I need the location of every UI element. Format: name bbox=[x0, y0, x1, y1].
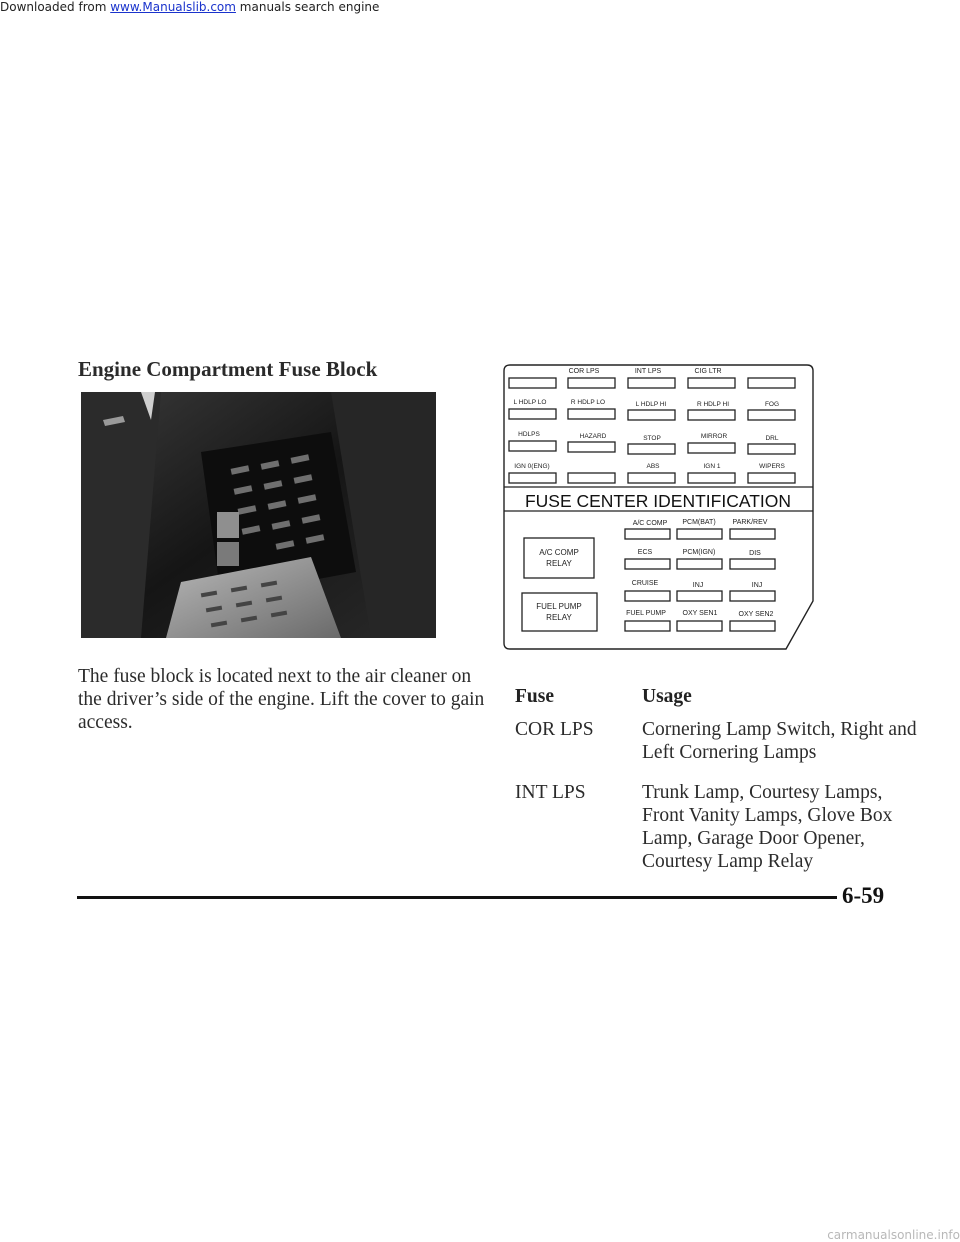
fuse-slot bbox=[628, 473, 675, 483]
fuse-label: PARK/REV bbox=[732, 519, 768, 526]
fuse-slot bbox=[625, 591, 670, 601]
fuse-label: IGN 0(ENG) bbox=[514, 463, 550, 470]
fuse-slot bbox=[748, 410, 795, 420]
usage-column-header: Usage bbox=[642, 686, 692, 707]
fuse-slot bbox=[677, 621, 722, 631]
fuse-slot bbox=[748, 444, 795, 454]
fuse-label: FOG bbox=[764, 401, 780, 408]
fuse-slot bbox=[688, 410, 735, 420]
fuse-label: ABS bbox=[646, 463, 660, 470]
manualslib-link[interactable]: www.Manualslib.com bbox=[110, 0, 236, 14]
fuse-slot bbox=[730, 591, 775, 601]
fuse-center-banner: FUSE CENTER IDENTIFICATION bbox=[524, 491, 792, 511]
fuse-slot bbox=[568, 473, 615, 483]
watermark-footer: carmanualsonline.info bbox=[827, 1228, 960, 1242]
fuse-slot bbox=[677, 559, 722, 569]
relay-label: RELAY bbox=[546, 613, 572, 622]
fuse-slot bbox=[625, 621, 670, 631]
fuse-label: DIS bbox=[749, 550, 761, 557]
fuse-slot bbox=[688, 378, 735, 388]
header-prefix: Downloaded from bbox=[0, 0, 107, 14]
fuse-slot bbox=[730, 559, 775, 569]
fuse-label-row-4 bbox=[514, 463, 785, 470]
fuse-label-row-2 bbox=[514, 399, 779, 408]
fuse-slot bbox=[509, 441, 556, 451]
intro-paragraph: The fuse block is located next to the air cleaner on the driver’s side of the engine. Lift the cover to gain access. bbox=[78, 666, 485, 733]
usage-line: Front Vanity Lamps, Glove Box bbox=[642, 805, 893, 826]
fuse-label: R HDLP HI bbox=[696, 401, 730, 408]
fuse-slot bbox=[509, 409, 556, 419]
fuse-label: COR LPS bbox=[568, 368, 600, 375]
fuse-label: FUEL PUMP bbox=[626, 610, 666, 617]
fuse-label-row-3 bbox=[518, 431, 779, 442]
fuse-slot bbox=[625, 529, 670, 539]
fuse-row-2 bbox=[509, 409, 795, 420]
fuse-label: L HDLP LO bbox=[513, 399, 547, 406]
fuse-column-header: Fuse bbox=[515, 686, 554, 707]
fuse-label: CRUISE bbox=[631, 580, 659, 587]
fuse-label: A/C COMP bbox=[632, 520, 668, 527]
fuse-label: MIRROR bbox=[700, 433, 728, 440]
fuse-label: OXY SEN1 bbox=[682, 610, 718, 617]
fuse-label: WIPERS bbox=[759, 463, 785, 470]
fuse-name: INT LPS bbox=[515, 782, 586, 803]
fuse-label: DRL bbox=[765, 435, 779, 442]
fuse-name: COR LPS bbox=[515, 719, 594, 740]
fuse-label: HAZARD bbox=[579, 433, 607, 440]
fuse-slot bbox=[509, 473, 556, 483]
fuse-center-diagram bbox=[502, 365, 815, 651]
usage-line: Left Cornering Lamps bbox=[642, 742, 817, 763]
fuse-label: PCM(BAT) bbox=[682, 519, 716, 526]
fuse-slot bbox=[688, 473, 735, 483]
fuse-row-4 bbox=[509, 473, 795, 483]
fuse-slot bbox=[568, 409, 615, 419]
fuse-slot bbox=[730, 529, 775, 539]
fuse-label: PCM(IGN) bbox=[682, 549, 716, 556]
fuse-label: INJ bbox=[692, 582, 704, 589]
fuse-label: IGN 1 bbox=[703, 463, 721, 470]
fuse-slot bbox=[748, 378, 795, 388]
fuse-slot bbox=[730, 621, 775, 631]
fuse-slot bbox=[677, 529, 722, 539]
footer-rule bbox=[77, 896, 837, 899]
fuse-label: L HDLP HI bbox=[635, 401, 667, 408]
fuse-label: HDLPS bbox=[518, 431, 540, 438]
fuse-label: R HDLP LO bbox=[570, 399, 606, 406]
relay-label: FUEL PUMP bbox=[536, 602, 582, 611]
fuse-row-1 bbox=[509, 378, 795, 388]
fuse-slot bbox=[628, 410, 675, 420]
fuse-label: INT LPS bbox=[634, 368, 662, 375]
fuse-slot bbox=[688, 443, 735, 453]
fuse-slot bbox=[628, 444, 675, 454]
usage-text bbox=[642, 718, 917, 764]
usage-line: Cornering Lamp Switch, Right and bbox=[642, 719, 917, 740]
usage-line: Lamp, Garage Door Opener, bbox=[642, 828, 865, 849]
fuse-label: INJ bbox=[751, 582, 763, 589]
fuse-row-3 bbox=[509, 441, 795, 454]
relay-label: A/C COMP bbox=[539, 548, 579, 557]
fuse-block-photo bbox=[81, 392, 436, 638]
ac-comp-relay-box bbox=[524, 538, 594, 578]
fuse-label: OXY SEN2 bbox=[738, 611, 774, 618]
section-title: Engine Compartment Fuse Block bbox=[78, 357, 378, 381]
fuse-slot bbox=[568, 378, 615, 388]
fuse-label: CIG LTR bbox=[694, 368, 722, 375]
usage-text bbox=[642, 781, 892, 873]
fuse-slot bbox=[509, 378, 556, 388]
fuse-slot bbox=[677, 591, 722, 601]
header-suffix: manuals search engine bbox=[239, 0, 380, 14]
page-number: 6-59 bbox=[842, 883, 885, 908]
usage-line: Courtesy Lamp Relay bbox=[642, 851, 814, 872]
fuel-pump-relay-box bbox=[522, 593, 597, 631]
fuse-label: ECS bbox=[637, 549, 653, 556]
fuse-slot bbox=[748, 473, 795, 483]
relay-label: RELAY bbox=[546, 559, 572, 568]
fuse-slot bbox=[628, 378, 675, 388]
fuse-slot bbox=[625, 559, 670, 569]
usage-line: Trunk Lamp, Courtesy Lamps, bbox=[642, 782, 883, 803]
fuse-label-row-1 bbox=[569, 368, 722, 375]
fuse-slot bbox=[568, 442, 615, 452]
fuse-label: STOP bbox=[643, 435, 661, 442]
download-header bbox=[0, 0, 379, 14]
